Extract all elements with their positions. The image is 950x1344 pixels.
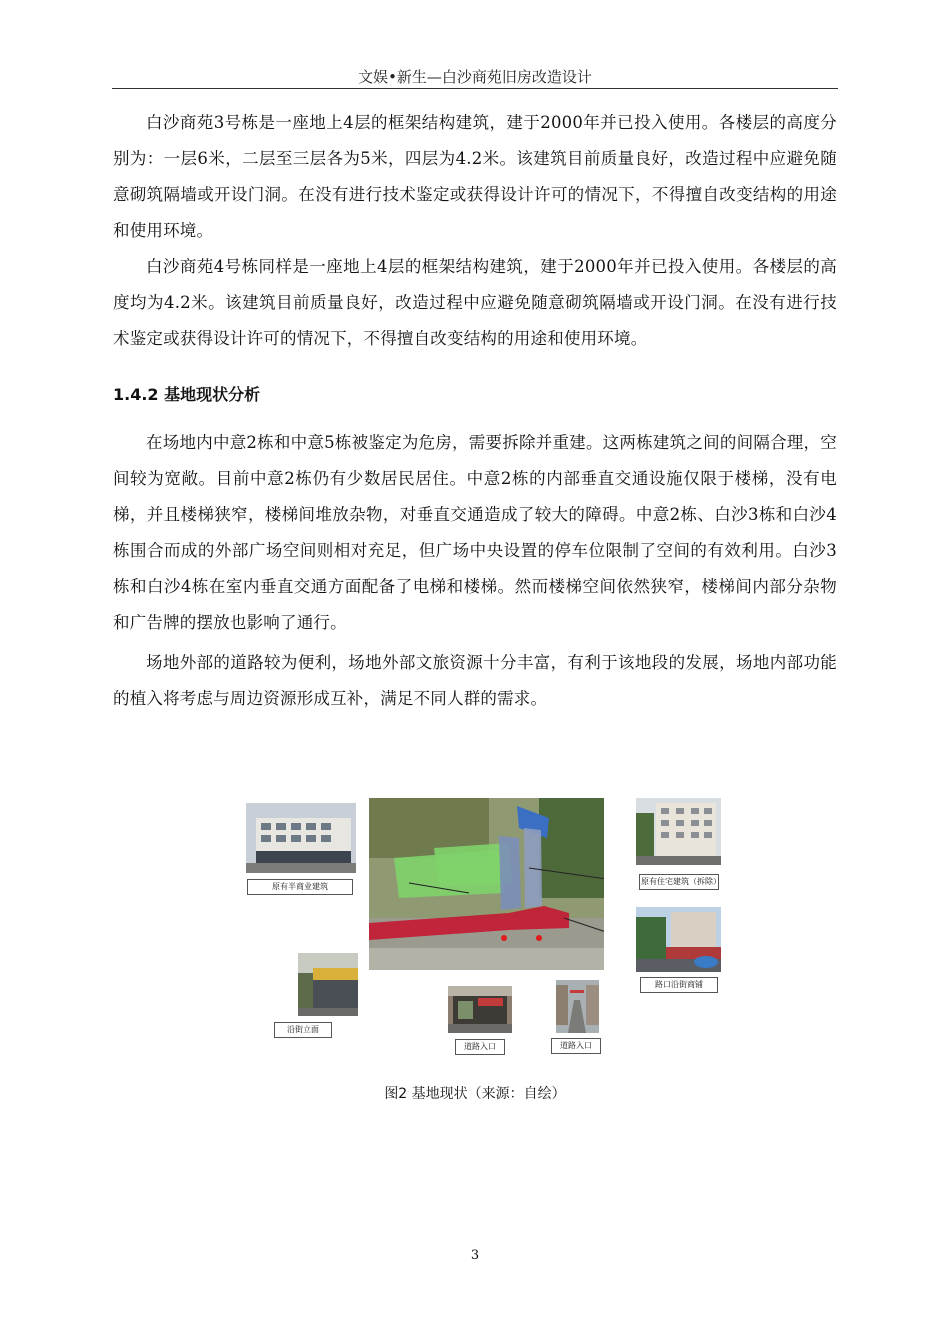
photo-residential (636, 798, 721, 865)
photo-road-entrance-1 (448, 986, 512, 1033)
paragraph: 白沙商苑3号栋是一座地上4层的框架结构建筑，建于2000年并已投入使用。各楼层的高度分别为：一层6米，二层至三层各为5米，四层为4.2米。该建筑目前质量良好，改造过程中应避免随意砌筑隔墙或开设门洞。在没有进行技术鉴定或获得设计许可的情况下，不得擅自改变结构的用途和使用环境。 (113, 113, 837, 240)
section-heading: 1.4.2 基地现状分析 (113, 385, 261, 404)
running-header: 文娱•新生—白沙商苑旧房改造设计 (358, 68, 592, 86)
photo-corner-shops (636, 907, 721, 972)
page-number: 3 (470, 1248, 480, 1263)
label-residential: 原有住宅建筑（拆除） (639, 874, 719, 890)
label-street-facade: 沿街立面 (274, 1022, 332, 1038)
label-road-entrance-2: 道路入口 (551, 1038, 601, 1054)
blue-building (499, 836, 521, 910)
body-text (113, 105, 837, 717)
paragraph: 场地外部的道路较为便利，场地外部文旅资源十分丰富，有利于该地段的发展，场地内部功能的植入将考虑与周边资源形成互补，满足不同人群的需求。 (113, 653, 837, 708)
photo-semi-commercial (246, 803, 356, 873)
photo-street-facade (298, 953, 358, 1016)
aerial-map (369, 798, 604, 970)
photo-road-entrance-2 (556, 980, 599, 1033)
site-analysis-figure (246, 795, 721, 1057)
label-corner-shops: 路口沿街商铺 (640, 977, 718, 993)
paragraph: 在场地内中意2栋和中意5栋被鉴定为危房，需要拆除并重建。这两栋建筑之间的间隔合理，空间较为宽敞。目前中意2栋仍有少数居民居住。中意2栋的内部垂直交通设施仅限于楼梯，没有电梯，并且楼梯狭窄，楼梯间堆放杂物，对垂直交通造成了较大的障碍。中意2栋、白沙3栋和白沙4栋围合而成的外部广场空间则相对充足，但广场中央设置的停车位限制了空间的有效利用。白沙3栋和白沙4栋在室内垂直交通方面配备了电梯和楼梯。然而楼梯空间依然狭窄，楼梯间内部分杂物和广告牌的摆放也影响了通行。 (113, 433, 837, 632)
label-semi-commercial: 原有半商业建筑 (247, 879, 353, 895)
label-road-entrance-1: 道路入口 (455, 1039, 505, 1055)
header-rule (112, 88, 838, 89)
figure-caption: 图2 基地现状（来源：自绘） (384, 1086, 566, 1102)
paragraph: 白沙商苑4号栋同样是一座地上4层的框架结构建筑，建于2000年并已投入使用。各楼层的高度均为4.2米。该建筑目前质量良好，改造过程中应避免随意砌筑隔墙或开设门洞。在没有进行技术鉴定或获得设计许可的情况下，不得擅自改变结构的用途和使用环境。 (113, 257, 837, 348)
